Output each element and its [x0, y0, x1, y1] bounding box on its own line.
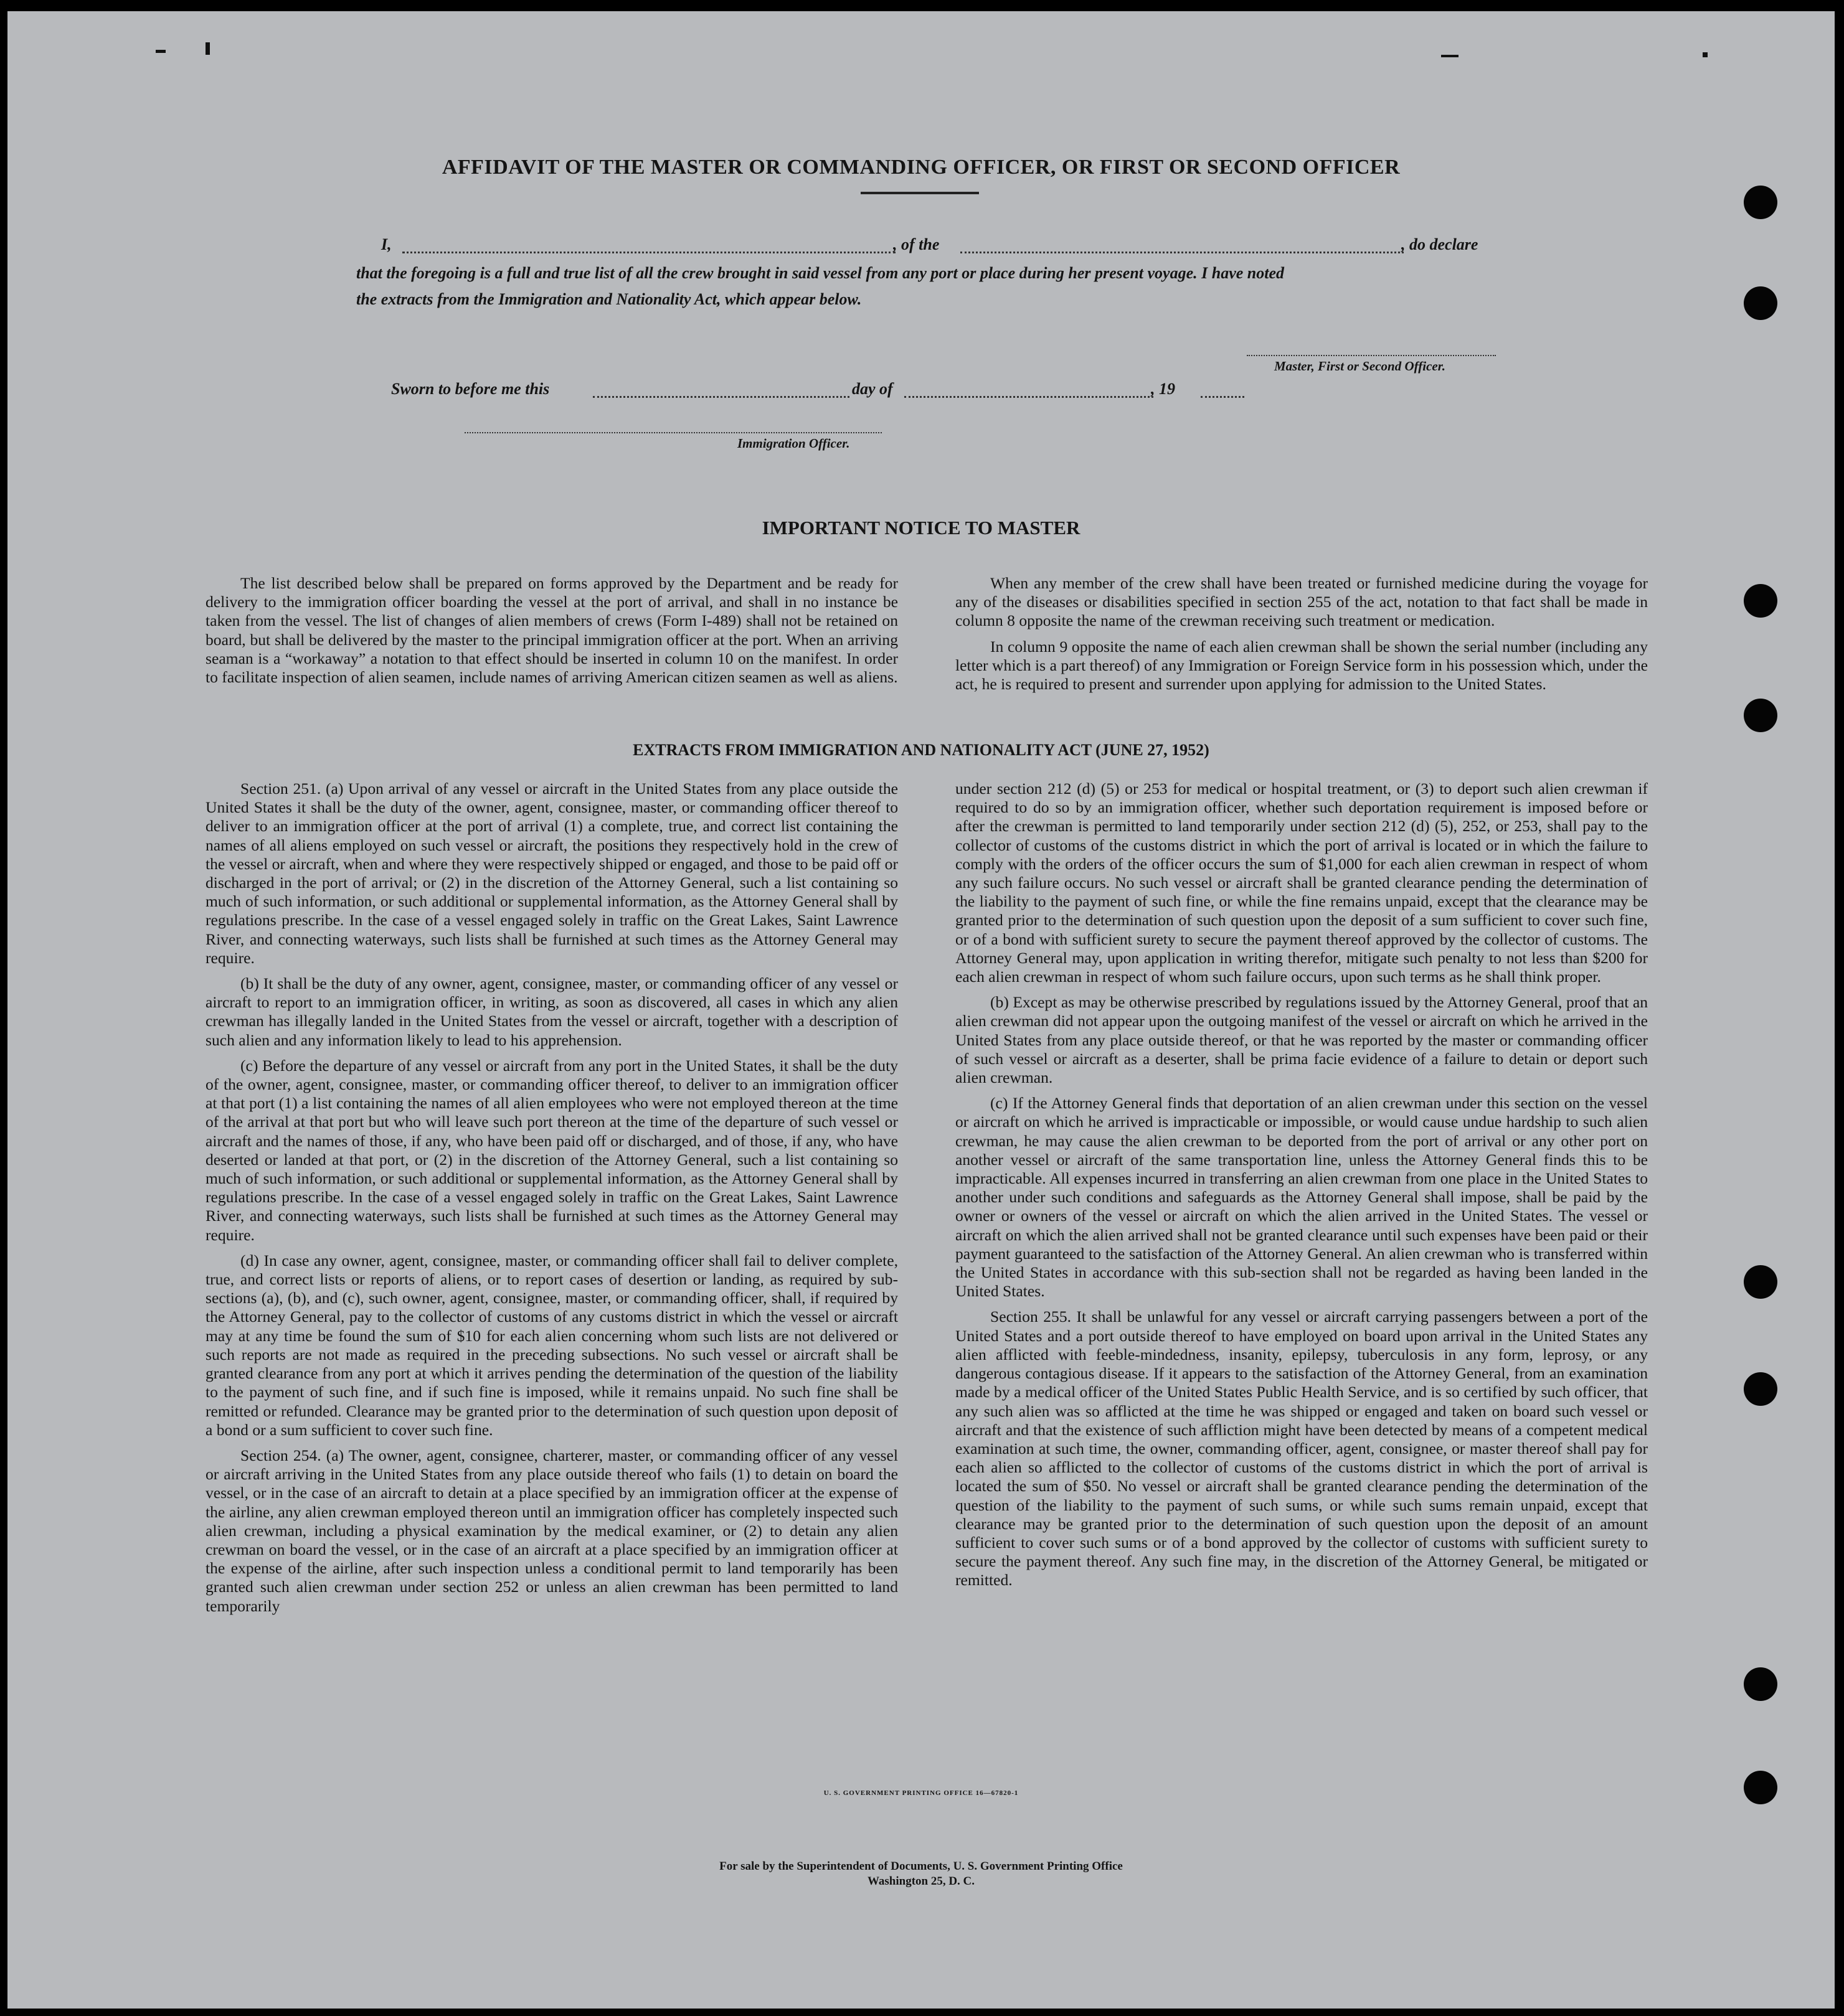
sale-notice: [7, 1859, 1835, 1889]
notice-right-column: [955, 574, 1648, 700]
day-of-label: day of: [852, 380, 893, 398]
statute-paragraph: (c) Before the departure of any vessel or aircraft from any port in the United States, it shall be the duty of the owner, agent, consignee, master, or commanding officer thereof, to deliver to an immigration officer at that port (1) a list containing the names of all alien employees who were not employed thereon at the time of the arrival at that port but who will leave such port thereon at the time of the departure of such vessel or aircraft and the names of those, if any, who have been paid off or discharged, and of those, if any, who have deserted or landed at that port, or (2) in the discretion of the Attorney General, such a list containing so much of such information, or such additional or supplemental information, as the Attorney General shall by regulations prescribe. In the case of a vessel engaged solely in traffic on the Great Lakes, Saint Lawrence River, and connecting waterways, such lists shall be furnished at such times as the Attorney General may require.: [206, 1056, 898, 1244]
immigration-officer-signature-field[interactable]: [465, 432, 882, 433]
statute-paragraph: Section 251. (a) Upon arrival of any vessel or aircraft in the United States from any place outside the United States it shall be the duty of the owner, agent, consignee, master, or commanding officer thereof to deliver to an immigration officer at the port of arrival (1) a complete, true, and correct list containing the names of all aliens employed on such vessel or aircraft, the positions they respectively hold in the crew of the vessel or aircraft, when and where they were respectively shipped or engaged, and those to be paid off or discharged in the port of arrival; or (2) in the discretion of the Attorney General, such a list containing so much of such information, or such additional or supplemental information, as the Attorney General shall by regulations prescribe. In the case of a vessel engaged solely in traffic on the Great Lakes, Saint Lawrence River, and connecting waterways, such lists shall be furnished at such times as the Attorney General may require.: [206, 780, 898, 967]
immigration-officer-caption: Immigration Officer.: [737, 436, 850, 451]
declarant-prefix: I,: [381, 235, 392, 253]
statute-paragraph: (b) It shall be the duty of any owner, agent, consignee, master, or commanding officer of any vessel or aircraft to report to an immigration officer, in writing, as soon as discovered, all cases in which any alien crewman has illegally landed in the United States from the vessel or aircraft, together with a description of such alien and any information likely to lead to his apprehension.: [206, 974, 898, 1049]
sale-notice-line1: For sale by the Superintendent of Documents, U. S. Government Printing Office: [719, 1860, 1123, 1873]
extracts-title: EXTRACTS FROM IMMIGRATION AND NATIONALITY ACT (JUNE 27, 1952): [633, 741, 1209, 759]
scan-speck: [206, 42, 210, 55]
punch-hole: [1744, 286, 1777, 320]
scan-speck: [1441, 55, 1459, 57]
vessel-name-field[interactable]: [960, 252, 1404, 253]
punch-hole: [1744, 1667, 1777, 1701]
notice-left-column: [206, 574, 898, 694]
scan-speck: [1703, 52, 1708, 57]
scan-speck: [156, 50, 166, 53]
extracts-left-column: [206, 780, 898, 1623]
sworn-label: Sworn to before me this: [391, 380, 550, 398]
notice-paragraph: In column 9 opposite the name of each alien crewman shall be shown the serial number (including any letter which is a part thereof) of any Immigration or Foreign Service form in his possession which, under the act, he is required to present and surrender upon applying for admission to the United States.: [955, 637, 1648, 694]
sworn-day-field[interactable]: [593, 396, 849, 398]
sworn-year-field[interactable]: [1201, 396, 1244, 398]
notice-paragraph: When any member of the crew shall have been treated or furnished medicine during the voyage for any of the diseases or disabilities specified in section 255 of the act, notation to that fact shall be made in column 8 opposite the name of the crewman receiving such treatment or medication.: [955, 574, 1648, 630]
gpo-imprint: U. S. GOVERNMENT PRINTING OFFICE 16—67820-1: [823, 1789, 1019, 1797]
affidavit-title: AFFIDAVIT OF THE MASTER OR COMMANDING OFFICER, OR FIRST OR SECOND OFFICER: [442, 156, 1401, 179]
notice-title: IMPORTANT NOTICE TO MASTER: [762, 517, 1080, 539]
year-label: , 19: [1151, 380, 1175, 398]
punch-hole: [1744, 699, 1777, 732]
statute-paragraph: Section 255. It shall be unlawful for any vessel or aircraft carrying passengers between a port of the United States and a port outside thereof to have employed on board upon arrival in the United States any alien afflicted with feeble-mindedness, insanity, epilepsy, tuberculosis in any form, leprosy, or any dangerous contagious disease. If it appears to the satisfaction of the Attorney General, from an examination made by a medical officer of the United States Public Health Service, and is so certified by such officer, that any such alien was so afflicted at the time he was shipped or engaged and taken on board such vessel or aircraft and that the existence of such affliction might have been detected by means of a competent medical examination at such time, the owner, commanding officer, agent, consignee, or master thereof shall pay for each alien so afflicted to the collector of customs of the customs district in which the port of arrival is located the sum of $50. No vessel or aircraft shall be granted clearance pending the determination of the question of the liability to the payment of such sums, or while such sums remain unpaid, except that clearance may be granted prior to the determination of such question upon the deposit of an amount sufficient to cover such sums or of a bond approved by the collector of customs with sufficient surety to secure the payment thereof. Any such fine may, in the discretion of the Attorney General, be mitigated or remitted.: [955, 1307, 1648, 1590]
do-declare-label: , do declare: [1401, 235, 1478, 253]
document-page: [7, 11, 1835, 2009]
statute-paragraph: Section 254. (a) The owner, agent, consignee, charterer, master, or commanding officer of any vessel or aircraft arriving in the United States from any place outside thereof who fails (1) to detain on board the vessel, or in the case of an aircraft to detain at a place specified by an immigration officer at the expense of the airline, any alien crewman employed thereon until an immigration officer has completely inspected such alien crewman, including a physical examination by the medical examiner, or (2) to detain any alien crewman on board the vessel, or in the case of an aircraft at a place specified by an immigration officer at the expense of the airline, after such inspection unless a conditional permit to land temporarily has been granted such alien crewman under section 252 or unless an alien crewman has been permitted to land temporarily: [206, 1446, 898, 1615]
declaration-text-line2: that the foregoing is a full and true list of all the crew brought in said vessel from any port or place during her present voyage. I have noted: [356, 264, 1285, 282]
sworn-month-field[interactable]: [904, 396, 1153, 398]
statute-paragraph: (d) In case any owner, agent, consignee, master, or commanding officer shall fail to deliver complete, true, and correct lists or reports of aliens, or to report cases of desertion or landing, as required by sub-sections (a), (b), and (c), such owner, agent, consignee, master, or commanding officer, shall, if required by the Attorney General, pay to the collector of customs of any customs district in which the vessel or aircraft may at any time be found the sum of $10 for each alien concerning whom such lists are not delivered or such reports are not made as required in the preceding subsections. No such vessel or aircraft shall be granted clearance from any port at which it arrives pending the determination of the question of the liability to the payment of such fine, and if such fine is imposed, while it remains unpaid. No such fine shall be remitted or refunded. Clearance may be granted prior to the determination of such question upon deposit of a bond or a sum sufficient to cover such fine.: [206, 1251, 898, 1439]
punch-hole: [1744, 1265, 1777, 1299]
punch-hole: [1744, 186, 1777, 219]
master-signature-field[interactable]: [1247, 355, 1496, 356]
master-signature-caption: Master, First or Second Officer.: [1274, 359, 1445, 374]
declaration-text-line3: the extracts from the Immigration and Nationality Act, which appear below.: [356, 290, 862, 308]
declarant-name-field[interactable]: [402, 252, 896, 253]
punch-hole: [1744, 1771, 1777, 1804]
punch-hole: [1744, 584, 1777, 618]
of-the-label: , of the: [893, 235, 940, 253]
statute-paragraph: (c) If the Attorney General finds that deportation of an alien crewman under this section on the vessel or aircraft on which he arrived is impracticable or impossible, or would cause undue hardship to such alien crewman, he may cause the alien crewman to be deported from the port of arrival or any other port on another vessel or aircraft of the same transportation line, unless the Attorney General finds this to be impracticable. All expenses incurred in transferring an alien crewman from one place in the United States to another under such conditions and safeguards as the Attorney General shall impose, shall be paid by the owner or owners of the vessel or aircraft on which the alien arrived in the United States. The vessel or aircraft on which the alien arrived shall not be granted clearance until such expenses have been paid or their payment guaranteed to the satisfaction of the Attorney General. An alien crewman who is transferred within the United States in accordance with this sub-section shall not be regarded as having been landed in the United States.: [955, 1094, 1648, 1301]
sale-notice-line2: Washington 25, D. C.: [867, 1875, 975, 1888]
punch-hole: [1744, 1372, 1777, 1406]
title-rule: [861, 192, 979, 194]
notice-paragraph: The list described below shall be prepared on forms approved by the Department and be ready for delivery to the immigration officer boarding the vessel at the port of arrival, and shall in no instance be taken from the vessel. The list of changes of alien members of crews (Form I-489) shall not be retained on board, but shall be delivered by the master to the principal immigration officer at the port. When an arriving seaman is a “workaway” a notation to that effect should be inserted in column 10 on the manifest. In order to facilitate inspection of alien seamen, include names of arriving American citizen seamen as well as aliens.: [206, 574, 898, 687]
statute-paragraph: under section 212 (d) (5) or 253 for medical or hospital treatment, or (3) to deport such alien crewman if required to do so by an immigration officer, whether such deportation requirement is imposed before or after the crewman is permitted to land temporarily under section 212 (d) (5), 252, or 253, shall pay to the collector of customs of the customs district in which the port of arrival is located or in which the failure to comply with the orders of the officer occurs the sum of $1,000 for each alien crewman in respect of whom any such failure occurs. No such vessel or aircraft shall be granted clearance pending the determination of the liability to the payment of such fine, or while the fine remains unpaid, except that the clearance may be granted prior to the determination of such question upon the deposit of a sum sufficient to cover such fine, or of a bond with sufficient surety to secure the payment thereof approved by the collector of customs. The Attorney General may, upon application in writing therefor, mitigate such penalty to not less than $200 for each alien crewman in respect of whom such failure occurs, upon such terms as he shall think proper.: [955, 780, 1648, 986]
extracts-right-column: [955, 780, 1648, 1597]
statute-paragraph: (b) Except as may be otherwise prescribed by regulations issued by the Attorney General, proof that an alien crewman did not appear upon the outgoing manifest of the vessel or aircraft on which he arrived in the United States from any place outside thereof, or that he was reported by the master or commanding officer of such vessel or aircraft as a deserter, shall be prima facie evidence of a failure to detain or deport such alien crewman.: [955, 993, 1648, 1087]
